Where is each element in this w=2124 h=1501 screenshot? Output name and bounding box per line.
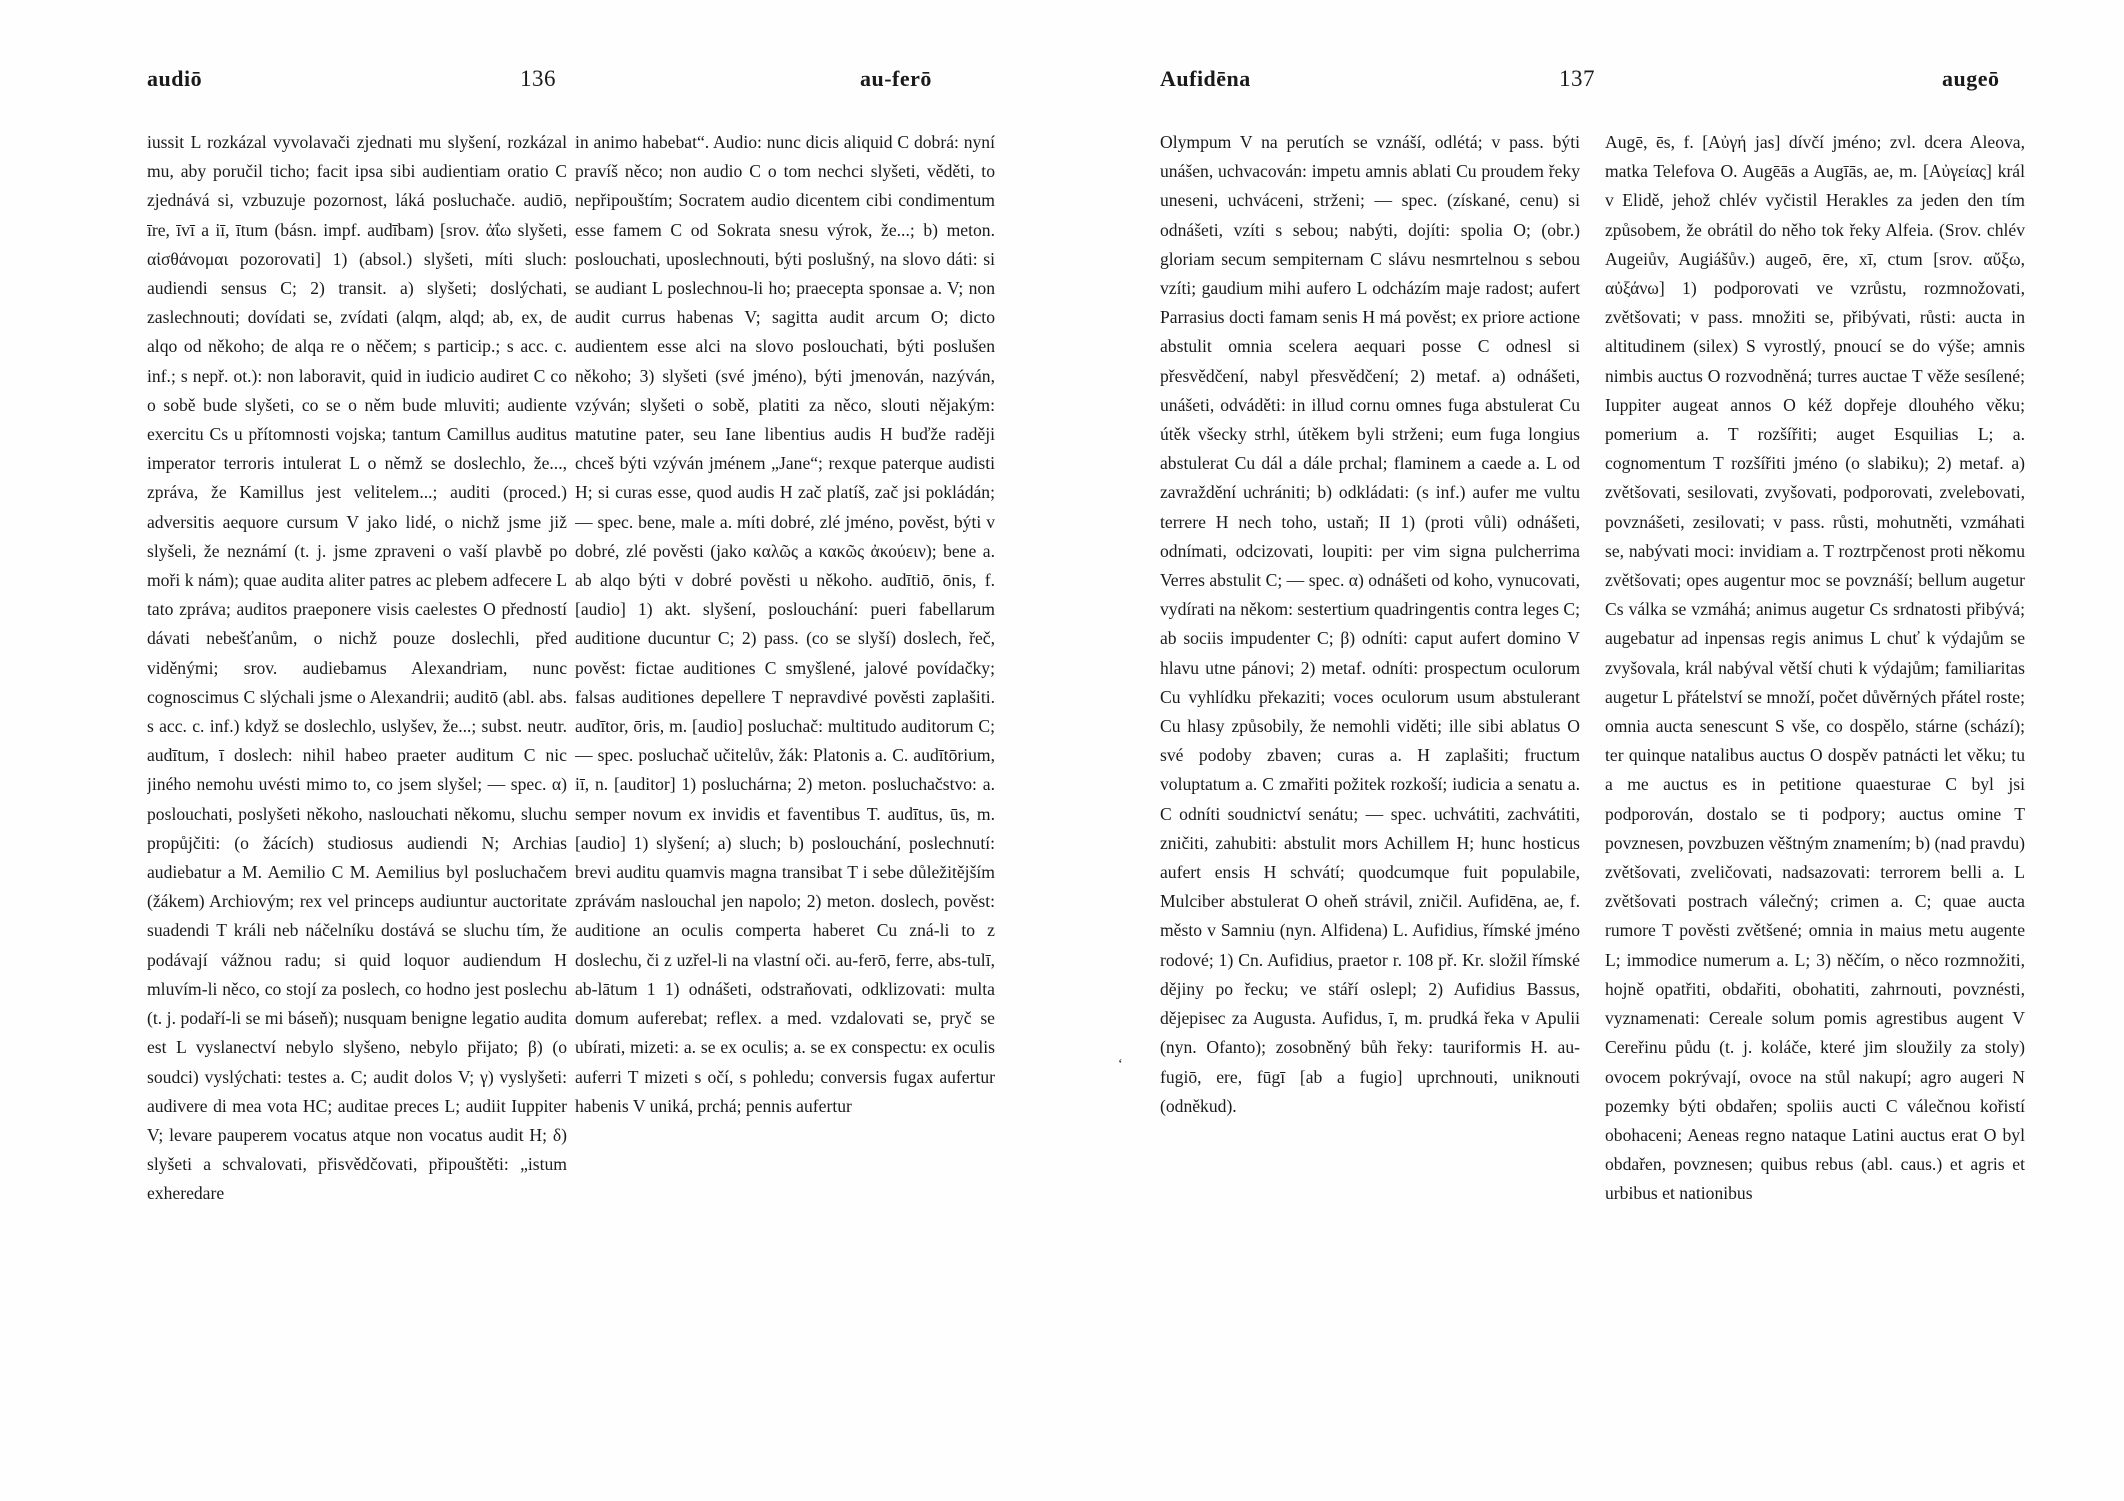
left-page-number: 136 [520,66,556,91]
left-header-headword-start: audiō [147,66,203,91]
dictionary-text: in animo habebat“. Audio: nunc dicis aliquid C dobrá: nyní pravíš něco; non audio C o tom nechci slyšeti, věděti, to nepřipouštím; Socratem audio dicentem cibi condimentum esse famem C od Sokrata snesu výrok, že...; b) meton. poslouchati, uposlechnouti, býti poslušný, na slovo dáti: si se audiant L poslechnou-li ho; praecepta sponsae a. V; non audit currus habenas V; sagitta audit arcum O; dicto audientem esse alci na slovo poslouchati, býti poslušen někoho; 3) slyšeti (své jméno), býti jmenován, nazýván, vzýván; slyšeti o sobě, platiti za něco, slouti nějakým: matutine pater, seu Iane libentius audis H buďže raději chceš býti vzýván jménem „Jane“; rexque paterque audisti H; si curas esse, quod audis H zač platíš, zač jsi pokládán; — spec. bene, male a. míti dobré, zlé jméno, pověst, býti v dobré, zlé pověsti (jako καλῶς a κακῶς ἀκούειν); bene a. ab alqo býti v dobré pověsti u někoho. audītiō, ōnis, f. [audio] 1) akt. slyšení, poslouchání: pueri fabellarum auditione ducuntur C; 2) pass. (co se slyší) doslech, řeč, pověst: fictae auditiones C smyšlené, jalové povídačky; falsas auditiones depellere T nepravdivé pověsti zaplašiti. audītor, ōris, m. [audio] posluchač: multitudo auditorum C; — spec. posluchač učitelův, žák: Platonis a. C. audītōrium, iī, n. [auditor] 1) posluchárna; 2) meton. posluchačstvo: a. semper novum ex invidis et faventibus T. audītus, ūs, m. [audio] 1) slyšení; a) sluch; b) poslouchání, poslechnutí: brevi auditu quamvis magna transibat T i sebe důležitějším zprávám naslouchal jen napolo; 2) meton. doslech, pověst: auditione an oculis comperta haberet Cu zná-li to z doslechu, či z uzřel-li na vlastní oči. au-ferō, ferre, abs-tulī, ab-lātum 1 1) odnášeti, odstraňovati, odklizovati: multa domum auferebat; reflex. a med. vzdalovati se, pryč se ubírati, mizeti: a. se ex oculis; a. se ex conspectu: ex oculis auferri T mizeti s očí, s pohledu; conversis fugax aufertur habenis V uniká, prchá; pennis aufertur [575,132,995,1116]
right-page-number: 137 [1559,66,1595,91]
dictionary-text: Augē, ēs, f. [Αὐγή jas] dívčí jméno; zvl. dcera Aleova, matka Telefova O. Augēās a Augīās, ae, m. [Αὐγείας] král v Elidě, jehož chlév vyčistil Herakles za jeden den tím způsobem, že obrátil do něho tok řeky Alfeia. (Srov. chlév Augeiův, Augiášův.) augeō, ēre, xī, ctum [srov. αὔξω, αὐξάνω] 1) podporovati ve vzrůstu, rozmnožovati, zvětšovati; v pass. množiti se, přibývati, růsti: aucta in altitudinem (silex) S vyrostlý, pnoucí se do výše; amnis nimbis auctus O rozvodněná; turres auctae T věže sesílené; Iuppiter augeat annos O kéž dopřeje dlouhého věku; pomerium a. T rozšířiti; auget Esquilias L; a. cognomentum T rozšířiti jméno (o slabiku); 2) metaf. a) zvětšovati, sesilovati, zvyšovati, podporovati, zvelebovati, povznášeti, zesilovati; v pass. růsti, mohutněti, vzmáhati se, nabývati moci: invidiam a. T roztrpčenost proti někomu zvětšovati; opes augentur moc se povznáší; bellum augetur Cs válka se vzmáhá; animus augetur Cs srdnatosti přibývá; augebatur ad inpensas regis animus L chuť k výdajům se zvyšovala, král nabýval větší chuti k výdajům; familiaritas augetur L přátelství se množí, počet důvěrných přátel roste; omnia aucta senescunt S vše, co dospělo, stárne (schází); ter quinque natalibus auctus O dospěv patnácti let věku; tu a me auctus es in petitione quaesturae C byl jsi podporován, dostalo se ti podpory; auctus omine T povznesen, povzbuzen věštným znamením; b) (nad pravdu) zvětšovati, zveličovati, nadsazovati: terrorem belli a. L zvětšovati postrach válečný; crimen a. C; quae aucta rumore T pověsti zvětšené; omnia in maius metu augente L; immodice numerum a. L; 3) něčím, o něco rozmnožiti, hojně opatřiti, obdařiti, obohatiti, zahrnouti, povznésti, vyznamenati: Cereale solum pomis agrestibus augent V Cereřinu půdu (t. j. koláče, které jim sloužily za stoly) ovocem pokrývají, ovoce na stůl nakupí; agro augeri N pozemky býti obdařen; spoliis aucti C válečnou kořistí obohaceni; Aeneas regno nataque Latini auctus erat O byl obdařen, povznesen; quibus rebus (abl. caus.) et agris et urbibus et nationibus [1605,132,2025,1204]
right-page [1062,0,2124,1501]
right-header-headword-start: Aufidēna [1160,66,1251,91]
left-header-headword-end: au-ferō [860,66,932,91]
left-column-1 [147,128,567,1468]
right-column-2 [1605,128,2025,1468]
dictionary-text: iussit L rozkázal vyvolavači zjednati mu slyšení, rozkázal mu, aby poručil ticho; facit ipsa sibi audientiam oratio C zjednává si, vzbuzuje pozornost, láká posluchače. audiō, īre, īvī a iī, ītum (básn. impf. audībam) [srov. ἀΐω slyšeti, αἰσθάνομαι pozorovati] 1) (absol.) slyšeti, míti sluch: audiendi sensus C; 2) transit. a) slyšeti; doslýchati, zaslechnouti; dovídati se, zvídati (alqm, alqd; ab, ex, de alqo od někoho; de alqa re o něčem; s particip.; s acc. c. inf.; s nepř. ot.): non laboravit, quid in iudicio audiret C co o sobě bude slyšeti, co se o něm bude mluviti; audiente exercitu Cs u přítomnosti vojska; tantum Camillus auditus imperator terroris intulerat L o němž se doslechlo, že..., zpráva, že Kamillus jest velitelem...; auditi (proced.) adversitis aequore cursum V jako lidé, o nichž jsme již slyšeli, že neznámí (t. j. jsme zpraveni o vaší plavbě po moři k nám); quae audita aliter patres ac plebem adfecere L tato zpráva; auditos praeponere visis caelestes O předností dávati nebešťanům, o nichž pouze doslechli, před viděnými; srov. audiebamus Alexandriam, nunc cognoscimus C slýchali jsme o Alexandrii; auditō (abl. abs. s acc. c. inf.) když se doslechlo, uslyšev, že...; subst. neutr. audītum, ī doslech: nihil habeo praeter auditum C nic jiného nemohu uvésti mimo to, co jsem slyšel; — spec. α) poslouchati, poslyšeti někoho, naslouchati někomu, sluchu propůjčiti: (o žácích) studiosus audiendi N; Archias audiebatur a M. Aemilio C M. Aemilius byl posluchačem (žákem) Archiovým; rex vel princeps audiuntur auctoritate suadendi T králi neb náčelníku dostává se sluchu tím, že podávají vážnou radu; si quid loquor audiendum H mluvím-li něco, co stojí za poslech, co hodno jest poslechu (t. j. podaří-li se mi báseň); nusquam benigne legatio audita est L vyslanectví nebylo slyšeno, nebylo přijato; β) (o soudci) vyslýchati: testes a. C; audit dolos V; γ) vyslyšeti: audivere di mea vota HC; auditae preces L; audiit Iuppiter V; levare pauperem vocatus atque non vocatus audit H; δ) slyšeti a schvalovati, přisvědčovati, připouštěti: „istum exheredare [147,132,567,1204]
dictionary-text: Olympum V na perutích se vznáší, odlétá; v pass. býti unášen, uchvacován: impetu amnis ablati Cu proudem řeky uneseni, uchváceni, strženi; — spec. (získané, cenu) si odnášeti, vzíti s sebou; nabýti, dojíti: spolia O; (obr.) gloriam secum sempiternam C slávu nesmrtelnou s sebou vzíti; gaudium mihi aufero L odcházím maje radost; aufert Parrasius docti famam senis H má pověst; ex priore actione abstulit omnia scelera aequari posse C odnesl si přesvědčení, nabyl přesvědčení; 2) metaf. a) odnášeti, unášeti, odváděti: in illud cornu omnes fuga abstulerat Cu útěk všecky strhl, útěkem byli strženi; eum fuga longius abstulerat Cu dál a dále prchal; flaminem a caede a. L od zavraždění uchrániti; b) odkládati: (s inf.) aufer me vultu terrere H nech toho, ustaň; II 1) (proti vůli) odnášeti, odnímati, odcizovati, loupiti: per vim signa pulcherrima Verres abstulit C; — spec. α) odnášeti od koho, vynucovati, vydírati na někom: sestertium quadringentis contra leges C; ab sociis impudenter C; β) odníti: caput aufert domino V hlavu utne pánovi; 2) metaf. odníti: prospectum oculorum Cu vyhlídku překaziti; voces oculorum usum abstulerant Cu hlasy způsobily, že nemohli viděti; ille sibi ablatus O své podoby zbaven; curas a. H zaplašiti; fructum voluptatum a. C zmařiti požitek rozkoší; iudicia a senatu a. C odníti soudnictví senátu; — spec. uchvátiti, zachvátiti, zničiti, zahubiti: abstulit mors Achillem H; hunc hosticus aufert ensis H schvátí; quodcumque fuit populabile, Mulciber abstulerat O oheň strávil, zničil. Aufidēna, ae, f. město v Samniu (nyn. Alfidena) L. Aufidius, římské jméno rodové; 1) Cn. Aufidius, praetor r. 108 př. Kr. složil římské dějiny po řecku; ve stáří oslepl; 2) Aufidius Bassus, dějepisec za Augusta. Aufidus, ī, m. prudká řeka v Apulii (nyn. Ofanto); zosobněný bůh řeky: tauriformis H. au-fugiō, ere, fūgī [ab a fugio] uprchnouti, uniknouti (odněkud). [1160,132,1580,1116]
right-header-headword-end: augeō [1942,66,2000,91]
left-column-2 [575,128,995,1468]
margin-mark: ‘ [1118,1057,1123,1072]
right-column-1 [1160,128,1580,1468]
